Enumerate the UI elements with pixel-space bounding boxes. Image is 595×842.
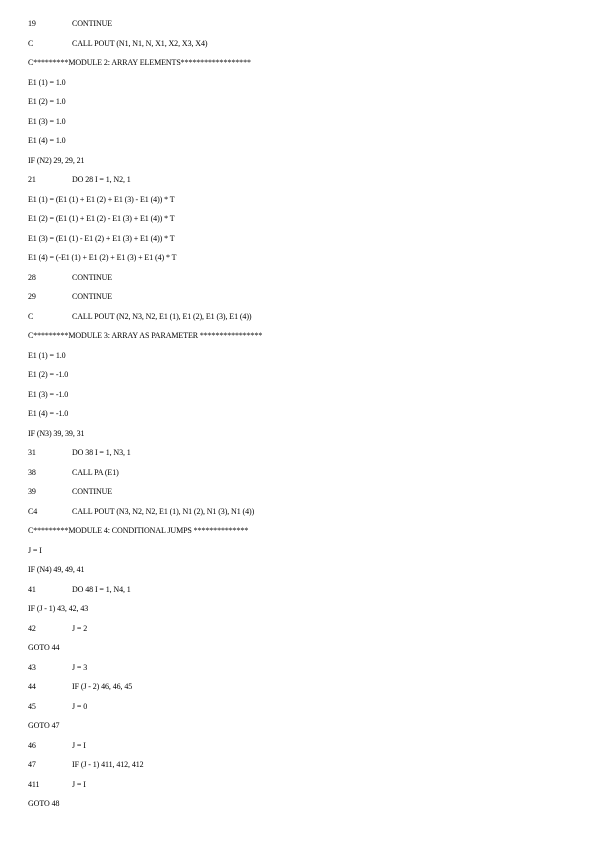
code-line <box>28 799 59 809</box>
code-line <box>28 663 87 673</box>
statement-text: IF (J - 1) 411, 412, 412 <box>72 760 144 769</box>
statement-label: 44 <box>28 682 36 691</box>
code-line <box>28 741 86 751</box>
statement-text: E1 (1) = 1.0 <box>28 77 66 87</box>
code-line <box>28 429 84 439</box>
statement-text: GOTO 48 <box>28 799 60 808</box>
statement-text: J = I <box>72 779 86 789</box>
code-line <box>28 253 176 263</box>
statement-text: CALL POUT (N3, N2, N2, E1 (1), N1 (2), N1 (3), N1 (4)) <box>72 506 255 516</box>
statement-text: J = 2 <box>72 623 88 633</box>
code-line <box>28 214 175 224</box>
statement-text: E1 (4) = 1.0 <box>28 136 66 145</box>
code-line <box>28 78 66 88</box>
code-line <box>28 292 112 302</box>
code-line <box>28 175 131 185</box>
statement-text: C*********MODULE 4: CONDITIONAL JUMPS ************** <box>28 526 249 535</box>
statement-label: 411 <box>28 779 40 789</box>
statement-label: C <box>28 311 34 321</box>
statement-label: C <box>28 38 34 48</box>
code-line <box>28 312 251 322</box>
code-line <box>28 448 131 458</box>
statement-text: J = 0 <box>72 701 88 711</box>
statement-text: E1 (3) = (E1 (1) - E1 (2) + E1 (3) + E1 (4)) * T <box>28 233 175 243</box>
code-line <box>28 331 262 341</box>
statement-label: 38 <box>28 467 36 477</box>
code-line <box>28 643 59 653</box>
statement-text: E1 (2) = (E1 (1) + E1 (2) - E1 (3) + E1 (4)) * T <box>28 214 175 223</box>
statement-text: J = I <box>72 740 86 750</box>
code-line <box>28 702 87 712</box>
code-line <box>28 58 251 68</box>
code-line <box>28 97 66 107</box>
code-line <box>28 351 66 361</box>
code-line <box>28 780 86 790</box>
code-line <box>28 565 84 575</box>
statement-text: IF (J - 2) 46, 46, 45 <box>72 682 133 691</box>
code-line <box>28 624 87 634</box>
code-line <box>28 409 68 419</box>
statement-text: CALL POUT (N1, N1, N, X1, X2, X3, X4) <box>72 38 208 48</box>
code-line <box>28 682 132 692</box>
statement-text: E1 (4) = (-E1 (1) + E1 (2) + E1 (3) + E1 (4) * T <box>28 253 177 262</box>
code-line <box>28 136 66 146</box>
code-line <box>28 468 119 478</box>
statement-label: 39 <box>28 487 36 496</box>
statement-text: CONTINUE <box>72 487 113 496</box>
statement-text: CONTINUE <box>72 292 113 301</box>
code-line <box>28 19 112 29</box>
statement-label: 29 <box>28 292 36 301</box>
statement-label: 47 <box>28 760 36 769</box>
statement-label: 28 <box>28 272 36 282</box>
statement-text: CALL PA (E1) <box>72 467 119 477</box>
statement-text: E1 (4) = -1.0 <box>28 409 69 418</box>
statement-label: 43 <box>28 662 36 672</box>
statement-text: E1 (3) = -1.0 <box>28 389 69 399</box>
statement-text: E1 (1) = 1.0 <box>28 350 66 360</box>
statement-label: 45 <box>28 701 36 711</box>
statement-text: IF (J - 1) 43, 42, 43 <box>28 604 89 613</box>
code-line <box>28 234 175 244</box>
statement-text: C*********MODULE 2: ARRAY ELEMENTS****************** <box>28 58 251 67</box>
code-line <box>28 370 68 380</box>
code-line <box>28 721 59 731</box>
code-line <box>28 390 68 400</box>
statement-text: C*********MODULE 3: ARRAY AS PARAMETER **************** <box>28 331 263 340</box>
code-line <box>28 604 88 614</box>
statement-text: DO 28 I = 1, N2, 1 <box>72 175 131 184</box>
code-line <box>28 526 248 536</box>
statement-text: J = 3 <box>72 662 88 672</box>
code-line <box>28 273 112 283</box>
code-line <box>28 487 112 497</box>
statement-label: 21 <box>28 175 36 184</box>
statement-text: IF (N4) 49, 49, 41 <box>28 565 85 574</box>
statement-label: 31 <box>28 448 36 457</box>
statement-text: J = I <box>28 545 42 555</box>
statement-text: E1 (3) = 1.0 <box>28 116 66 126</box>
code-line <box>28 39 207 49</box>
code-line <box>28 507 254 517</box>
code-line <box>28 760 144 770</box>
code-line <box>28 117 66 127</box>
statement-text: DO 38 I = 1, N3, 1 <box>72 448 131 457</box>
statement-text: IF (N2) 29, 29, 21 <box>28 155 85 165</box>
code-line <box>28 195 175 205</box>
statement-text: E1 (2) = -1.0 <box>28 370 69 379</box>
statement-label: 41 <box>28 584 36 594</box>
statement-text: GOTO 44 <box>28 643 60 652</box>
statement-label: 42 <box>28 623 36 633</box>
statement-text: CONTINUE <box>72 272 113 282</box>
statement-text: GOTO 47 <box>28 721 60 730</box>
statement-text: CALL POUT (N2, N3, N2, E1 (1), E1 (2), E1 (3), E1 (4)) <box>72 311 252 321</box>
statement-text: IF (N3) 39, 39, 31 <box>28 428 85 438</box>
code-line <box>28 546 42 556</box>
code-line <box>28 585 131 595</box>
code-line <box>28 156 84 166</box>
statement-text: E1 (1) = (E1 (1) + E1 (2) + E1 (3) - E1 (4)) * T <box>28 194 175 204</box>
statement-label: 19 <box>28 19 36 28</box>
statement-text: DO 48 I = 1, N4, 1 <box>72 584 131 594</box>
statement-label: 46 <box>28 740 36 750</box>
statement-label: C4 <box>28 506 38 516</box>
statement-text: CONTINUE <box>72 19 113 28</box>
statement-text: E1 (2) = 1.0 <box>28 97 66 106</box>
